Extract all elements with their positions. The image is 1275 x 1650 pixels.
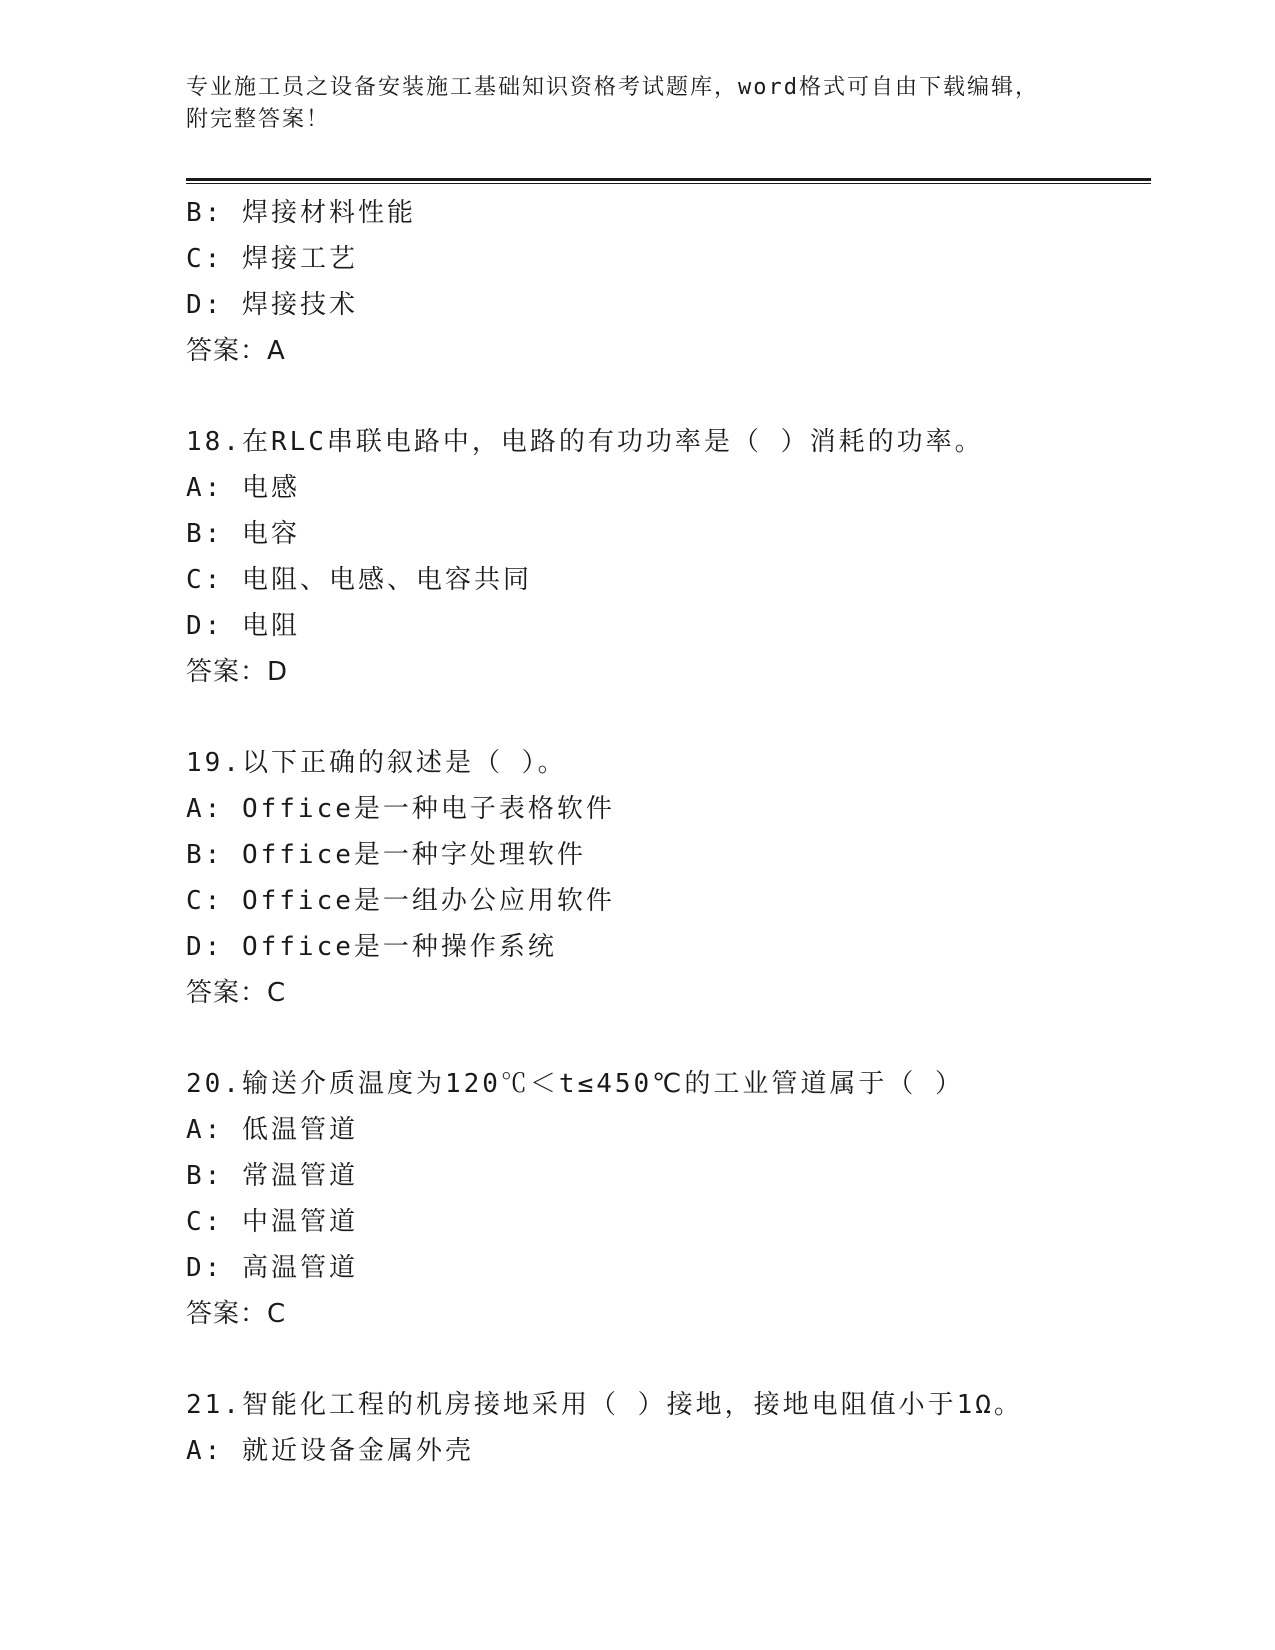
question-19 xyxy=(186,740,1146,1016)
option-b: B: 焊接材料性能 xyxy=(186,198,416,228)
header-divider-thin xyxy=(186,183,1151,184)
spacer xyxy=(186,374,1146,419)
option-a: A: 就近设备金属外壳 xyxy=(186,1436,474,1466)
header-line-2: 附完整答案！ xyxy=(186,107,331,132)
document-header xyxy=(186,72,1066,136)
header-divider-thick xyxy=(186,178,1151,181)
option-a: A: 低温管道 xyxy=(186,1115,358,1145)
question-18 xyxy=(186,419,1146,695)
option-b: B: 电容 xyxy=(186,519,300,549)
option-c: C: Office是一组办公应用软件 xyxy=(186,886,615,916)
option-d: D: 焊接技术 xyxy=(186,290,358,320)
question-stem: 21.智能化工程的机房接地采用（ ）接地，接地电阻值小于1Ω。 xyxy=(186,1390,1023,1420)
option-a: A: 电感 xyxy=(186,473,300,503)
question-stem: 20.输送介质温度为120℃＜t≤450℃的工业管道属于（ ） xyxy=(186,1069,965,1099)
question-21 xyxy=(186,1382,1146,1474)
spacer xyxy=(186,1016,1146,1061)
question-list xyxy=(186,190,1146,1474)
option-c: C: 中温管道 xyxy=(186,1207,358,1237)
option-b: B: Office是一种字处理软件 xyxy=(186,840,586,870)
answer-label: 答案：A xyxy=(186,336,286,366)
option-d: D: 电阻 xyxy=(186,611,300,641)
question-stem: 18.在RLC串联电路中，电路的有功功率是（ ）消耗的功率。 xyxy=(186,427,984,457)
header-line-1: 专业施工员之设备安装施工基础知识资格考试题库，word格式可自由下载编辑， xyxy=(186,75,1039,100)
option-c: C: 电阻、电感、电容共同 xyxy=(186,565,532,595)
question-20 xyxy=(186,1061,1146,1337)
option-d: D: 高温管道 xyxy=(186,1253,358,1283)
option-c: C: 焊接工艺 xyxy=(186,244,358,274)
option-b: B: 常温管道 xyxy=(186,1161,358,1191)
question-17-continued xyxy=(186,190,1146,374)
question-stem: 19.以下正确的叙述是（ ）。 xyxy=(186,748,567,778)
spacer xyxy=(186,695,1146,740)
answer-label: 答案：C xyxy=(186,1299,287,1329)
option-a: A: Office是一种电子表格软件 xyxy=(186,794,615,824)
answer-label: 答案：C xyxy=(186,978,287,1008)
spacer xyxy=(186,1337,1146,1382)
answer-label: 答案：D xyxy=(186,657,289,687)
option-d: D: Office是一种操作系统 xyxy=(186,932,557,962)
